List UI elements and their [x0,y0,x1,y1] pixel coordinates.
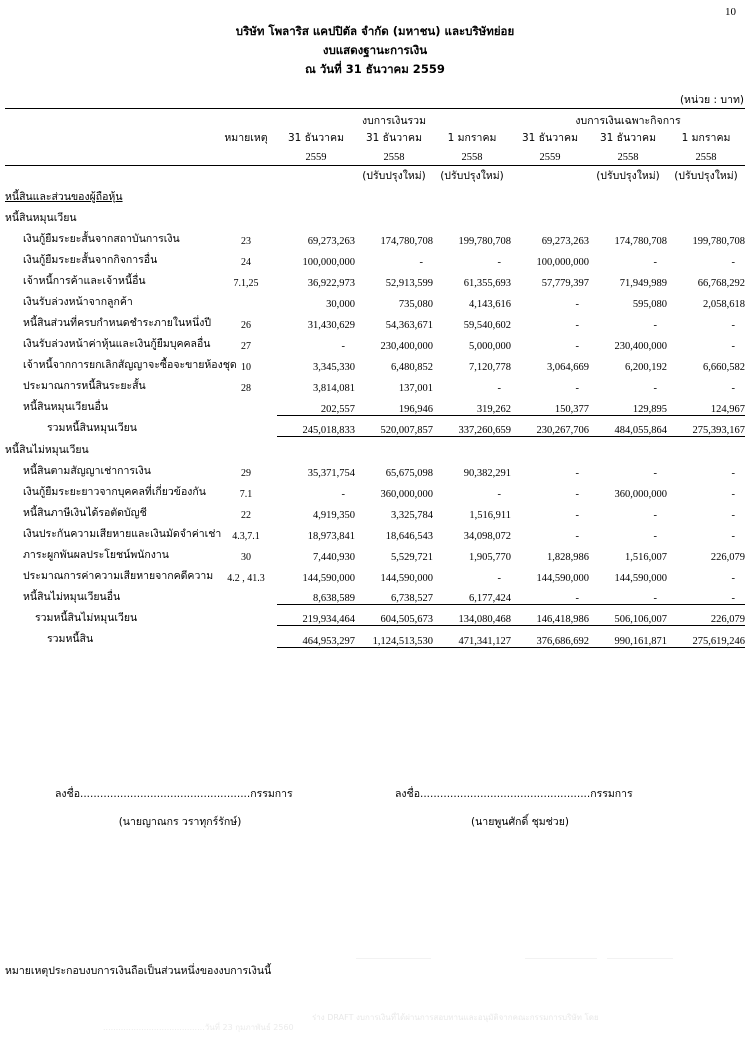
col-date-5: 1 มกราคม [681,132,731,144]
section-title: หนี้สินและส่วนของผู้ถือหุ้น [5,191,123,203]
noncurrent-row-value-5-2: - [497,572,501,584]
noncurrent-row-value-0-1: 65,675,098 [385,467,433,479]
current-total-label: รวมหนี้สินหมุนเวียน [47,422,137,434]
current-row-value-0-3: 69,273,263 [541,236,589,247]
balance-sheet-table [5,108,745,648]
table-row [5,268,745,289]
col-year-5: 2558 [695,152,717,163]
current-row-value-5-3: - [575,341,579,352]
noncurrent-row-value-0-4: - [653,467,657,479]
noncurrent-liabilities-heading: หนี้สินไม่หมุนเวียน [5,443,89,456]
table-row [5,500,745,521]
noncurrent-row-value-0-2: 90,382,291 [463,467,511,479]
noncurrent-row-note-4: 30 [241,551,251,563]
current-row-value-6-4: 6,200,192 [625,362,667,373]
current-row-value-7-0: 3,814,081 [313,383,355,394]
current-row-value-1-0: 100,000,000 [302,257,355,268]
current-row-note-4: 26 [241,320,251,331]
current-row-value-8-5: 124,967 [710,403,745,415]
company-name: บริษัท โพลาริส แคปปิตัล จำกัด (มหาชน) และบริษัทย่อย [235,24,515,38]
current-row-value-7-2: - [497,383,501,394]
current-row-value-6-0: 3,345,330 [313,362,355,373]
col-year-2: 2558 [461,152,483,163]
noncurrent-row-value-2-4: - [653,509,657,521]
current-row-label-8: หนี้สินหมุนเวียนอื่น [23,401,109,413]
signature-line-right: ลงชื่อ...................................................กรรมการ [395,788,633,800]
watermark-tick-1 [356,958,431,959]
noncurrent-row-value-3-3: - [575,530,579,542]
current-total-value-1: 520,007,857 [355,415,433,436]
noncurrent-row-label-4: ภาระผูกพันผลประโยชน์พนักงาน [23,548,169,561]
noncurrent-total-value-4: 506,106,007 [589,605,667,626]
noncurrent-row-value-6-1: 6,738,527 [391,593,433,604]
noncurrent-row-value-1-0: - [341,488,345,500]
noncurrent-total-value-0: 219,934,464 [277,605,355,626]
current-heading-row [5,205,745,226]
col-restated-2: (ปรับปรุงใหม่) [440,170,504,182]
current-liabilities-heading: หนี้สินหมุนเวียน [5,212,77,224]
noncurrent-total-value-2: 134,080,468 [433,605,511,626]
noncurrent-row-value-2-2: 1,516,911 [469,509,511,521]
noncurrent-row-value-3-0: 18,973,841 [307,530,355,542]
statement-title: งบแสดงฐานะการเงิน [322,43,428,57]
current-row-value-3-5: 2,058,618 [703,299,745,310]
header-date-row [5,129,745,146]
current-total-value-0: 245,018,833 [277,415,355,436]
signatory-name-right: (นายพูนศักดิ์ ชุมช่วย) [471,816,569,828]
noncurrent-total-label: รวมหนี้สินไม่หมุนเวียน [35,611,138,624]
current-row-value-1-3: 100,000,000 [536,257,589,268]
noncurrent-row-value-4-4: 1,516,007 [625,551,667,563]
current-row-value-0-2: 199,780,708 [458,236,511,247]
noncurrent-row-note-1: 7.1 [239,488,253,500]
current-row-value-6-5: 6,660,582 [703,362,745,373]
col-date-2: 1 มกราคม [447,132,497,144]
noncurrent-row-label-1: เงินกู้ยืมระยะยาวจากบุคคลที่เกี่ยวข้องกัน [23,485,206,498]
table-row [5,584,745,605]
current-row-note-1: 24 [241,257,251,268]
current-total-value-2: 337,260,659 [433,415,511,436]
noncurrent-row-value-0-5: - [731,467,735,479]
current-row-value-1-2: - [497,257,501,268]
current-row-value-6-3: 3,064,669 [547,362,589,373]
current-row-value-1-4: - [653,257,657,268]
current-row-value-3-0: 30,000 [326,299,355,310]
col-year-1: 2558 [383,152,405,163]
grand-total-value-1: 1,124,513,530 [355,626,433,647]
current-row-note-3 [215,289,277,310]
current-row-note-0: 23 [241,236,251,247]
page-number: 10 [725,6,736,18]
table-row [5,542,745,563]
noncurrent-row-value-1-3: - [575,488,579,500]
current-row-value-5-0: - [341,341,345,352]
grand-total-note [215,626,277,647]
noncurrent-row-value-6-5: - [731,593,735,604]
signature-block-right [395,785,695,830]
unit-label: (หน่วย : บาท) [679,94,744,106]
current-row-value-7-5: - [731,383,735,394]
current-row-value-7-3: - [575,383,579,394]
table-row [5,289,745,310]
noncurrent-row-value-6-2: 6,177,424 [469,593,511,604]
col-restated-0 [277,166,355,185]
noncurrent-row-value-2-0: 4,919,350 [313,509,355,521]
noncurrent-row-note-5: 4.2 , 41.3 [227,572,265,584]
header-group-row [5,112,745,129]
noncurrent-row-value-3-1: 18,646,543 [385,530,433,542]
current-row-value-3-4: 595,080 [632,299,667,310]
current-row-value-6-1: 6,480,852 [391,362,433,373]
current-row-label-0: เงินกู้ยืมระยะสั้นจากสถาบันการเงิน [23,233,180,245]
current-row-value-3-2: 4,143,616 [469,299,511,310]
noncurrent-row-note-2: 22 [241,509,251,521]
noncurrent-total-value-3: 146,418,986 [511,605,589,626]
noncurrent-row-value-5-1: 144,590,000 [380,572,433,584]
noncurrent-row-value-4-0: 7,440,930 [313,551,355,563]
noncurrent-row-note-3: 4.3,7.1 [232,530,260,542]
table-row [5,310,745,331]
grand-total-value-0: 464,953,297 [277,626,355,647]
current-total-note [215,415,277,436]
noncurrent-row-label-5: ประมาณการค่าความเสียหายจากคดีความ [23,569,214,582]
header-restated-row [5,166,745,185]
current-row-value-0-5: 199,780,708 [692,236,745,247]
col-restated-5: (ปรับปรุงใหม่) [674,170,738,182]
watermark-tick-2 [525,958,597,959]
table-row [5,394,745,415]
signatory-name-left: (นายญาณกร วราทุกร์รักษ์) [118,816,242,828]
header-year-row [5,146,745,163]
current-total-value-5: 275,393,167 [667,415,745,436]
table-row [5,521,745,542]
current-row-value-2-5: 66,768,292 [697,278,745,289]
col-restated-1: (ปรับปรุงใหม่) [362,170,426,182]
col-date-1: 31 ธันวาคม [365,132,423,144]
current-row-label-1: เงินกู้ยืมระยะสั้นจากกิจการอื่น [23,254,158,266]
noncurrent-total-value-5: 226,079 [667,605,745,626]
current-row-value-1-5: - [731,257,735,268]
noncurrent-row-value-1-1: 360,000,000 [380,488,433,500]
noncurrent-heading-row [5,437,745,458]
noncurrent-row-value-4-5: 226,079 [710,551,745,563]
signature-block-left [55,785,355,830]
current-row-value-5-4: 230,400,000 [614,341,667,352]
noncurrent-total-row [5,605,745,626]
noncurrent-row-value-6-3: - [575,593,579,604]
current-row-label-4: หนี้สินส่วนที่ครบกำหนดชำระภายในหนึ่งปี [23,317,212,329]
section-title-row [5,184,745,205]
current-row-label-3: เงินรับล่วงหน้าจากลูกค้า [23,296,133,308]
current-row-value-2-1: 52,913,599 [385,278,433,289]
col-date-4: 31 ธันวาคม [599,132,657,144]
current-row-value-0-4: 174,780,708 [614,236,667,247]
table-row [5,226,745,247]
current-row-value-8-3: 150,377 [554,403,589,415]
noncurrent-row-value-0-0: 35,371,754 [307,467,355,479]
current-row-value-7-1: 137,001 [398,383,433,394]
noncurrent-row-value-1-2: - [497,488,501,500]
current-row-value-5-5: - [731,341,735,352]
current-row-value-4-3: - [575,320,579,331]
grand-total-row [5,626,745,647]
current-row-value-3-3: - [575,299,579,310]
current-row-label-2: เจ้าหนี้การค้าและเจ้าหนี้อื่น [23,275,146,287]
noncurrent-total-value-1: 604,505,673 [355,605,433,626]
group-consolidated: งบการเงินรวม [361,115,427,127]
noncurrent-row-value-0-3: - [575,467,579,479]
col-date-0: 31 ธันวาคม [287,132,345,144]
current-row-value-5-2: 5,000,000 [469,341,511,352]
watermark-tick-3 [607,958,673,959]
col-year-0: 2559 [305,152,327,163]
col-year-4: 2558 [617,152,639,163]
current-row-note-2: 7.1,25 [233,278,259,289]
col-restated-4: (ปรับปรุงใหม่) [596,170,660,182]
current-row-value-2-3: 57,779,397 [541,278,589,289]
current-row-label-5: เงินรับล่วงหน้าค่าหุ้นและเงินกู้ยืมบุคคลอื่น [23,338,211,350]
noncurrent-row-label-3: เงินประกันความเสียหายและเงินมัดจำค่าเช่า [23,527,222,540]
current-row-value-4-2: 59,540,602 [463,320,511,331]
table-row [5,331,745,352]
noncurrent-row-label-2: หนี้สินภาษีเงินได้รอตัดบัญชี [23,506,147,519]
noncurrent-row-value-1-5: - [731,488,735,500]
current-row-value-8-1: 196,946 [398,403,433,415]
grand-total-value-5: 275,619,246 [667,626,745,647]
noncurrent-row-value-5-3: 144,590,000 [536,572,589,584]
current-row-value-6-2: 7,120,778 [469,362,511,373]
noncurrent-row-value-2-5: - [731,509,735,521]
current-row-value-0-1: 174,780,708 [380,236,433,247]
table-row [5,247,745,268]
col-restated-3 [511,166,589,185]
document-header [0,0,750,79]
noncurrent-row-label-6: หนี้สินไม่หมุนเวียนอื่น [23,590,121,603]
noncurrent-row-value-2-3: - [575,509,579,521]
noncurrent-row-label-0: หนี้สินตามสัญญาเช่าการเงิน [23,464,151,477]
noncurrent-row-value-3-2: 34,098,072 [463,530,511,542]
table-row [5,479,745,500]
current-row-note-6: 10 [241,362,251,373]
noncurrent-row-value-5-0: 144,590,000 [302,572,355,584]
current-row-value-8-4: 129,895 [632,403,667,415]
noncurrent-row-value-5-4: 144,590,000 [614,572,667,584]
grand-total-label: รวมหนี้สิน [47,632,94,645]
current-row-value-2-2: 61,355,693 [463,278,511,289]
current-row-note-7: 28 [241,383,251,394]
signature-line-left: ลงชื่อ...................................................กรรมการ [55,788,293,800]
current-row-note-5: 27 [241,341,251,352]
current-total-row [5,415,745,436]
draft-watermark: ร่าง DRAFT งบการเงินที่ได้ผ่านการสอบทานและอนุมัติจากคณะกรรมการบริษัท โดย [312,1013,599,1022]
noncurrent-row-value-4-3: 1,828,986 [547,551,589,563]
noncurrent-row-value-3-5: - [731,530,735,542]
table-row [5,563,745,584]
draft-watermark-date: ........................................วันที่ 23 กุมภาพันธ์ 2560 [103,1023,294,1032]
noncurrent-row-value-5-5: - [731,572,735,584]
current-row-value-4-4: - [653,320,657,331]
current-row-value-8-0: 202,557 [320,403,355,415]
current-total-value-3: 230,267,706 [511,415,589,436]
current-row-value-4-0: 31,430,629 [307,320,355,331]
table-row [5,458,745,479]
current-row-value-3-1: 735,080 [398,299,433,310]
noncurrent-row-note-0: 29 [241,467,251,479]
current-total-value-4: 484,055,864 [589,415,667,436]
grand-total-value-3: 376,686,692 [511,626,589,647]
grand-total-value-4: 990,161,871 [589,626,667,647]
current-row-value-4-5: - [731,320,735,331]
current-row-label-6: เจ้าหนี้จากการยกเลิกสัญญาจะซื้อจะขายห้องชุด [23,359,237,371]
grand-total-value-2: 471,341,127 [433,626,511,647]
noncurrent-row-value-1-4: 360,000,000 [614,488,667,500]
noncurrent-row-value-4-2: 1,905,770 [469,551,511,563]
noncurrent-row-value-3-4: - [653,530,657,542]
col-year-3: 2559 [539,152,561,163]
table-row [5,373,745,394]
current-row-value-1-1: - [419,257,423,268]
noncurrent-row-value-6-0: 8,638,589 [313,593,355,604]
grand-total-underline [5,647,745,648]
noncurrent-total-note [215,605,277,626]
current-row-value-2-4: 71,949,989 [619,278,667,289]
current-row-value-5-1: 230,400,000 [380,341,433,352]
col-date-3: 31 ธันวาคม [521,132,579,144]
statement-date: ณ วันที่ 31 ธันวาคม 2559 [305,62,445,76]
table-row [5,352,745,373]
current-row-value-0-0: 69,273,263 [307,236,355,247]
current-row-value-8-2: 319,262 [476,403,511,415]
current-row-label-7: ประมาณการหนี้สินระยะสั้น [23,380,146,392]
notes-statement: หมายเหตุประกอบงบการเงินถือเป็นส่วนหนึ่งของงบการเงินนี้ [5,965,272,977]
noncurrent-row-value-6-4: - [653,593,657,604]
current-row-value-4-1: 54,363,671 [385,320,433,331]
noncurrent-row-value-4-1: 5,529,721 [391,551,433,563]
current-row-value-2-0: 36,922,973 [307,278,355,289]
current-row-note-8 [215,394,277,415]
noncurrent-row-note-6 [215,584,277,605]
group-separate: งบการเงินเฉพาะกิจการ [575,115,681,127]
current-row-value-7-4: - [653,383,657,394]
note-header: หมายเหตุ [224,132,268,144]
noncurrent-row-value-2-1: 3,325,784 [391,509,433,521]
